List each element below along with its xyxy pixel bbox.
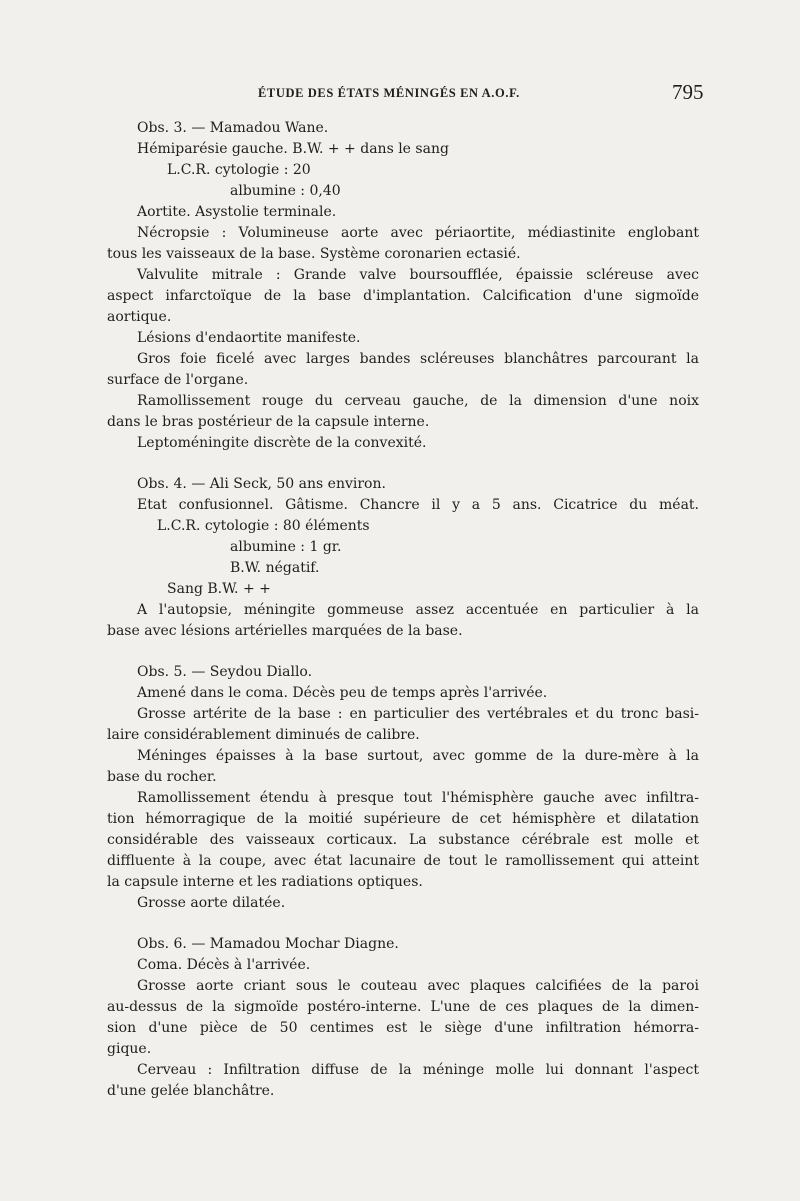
obs3-title: Obs. 3. — Mamadou Wane.: [137, 120, 329, 136]
obs5-line: Ramollissement étendu à presque tout l'hémisphère gauche avec infiltra-: [137, 790, 699, 806]
obs4-line: A l'autopsie, méningite gommeuse assez accentuée en particulier à la: [137, 602, 699, 618]
obs5-line: base du rocher.: [107, 769, 217, 785]
obs4-line: Sang B.W. + +: [167, 581, 271, 597]
obs6-line: Cerveau : Infiltration diffuse de la méninge molle lui donnant l'aspect: [137, 1062, 699, 1078]
obs5-line: Grosse artérite de la base : en particulier des vertébrales et du tronc basi-: [137, 706, 699, 722]
obs6-line: d'une gelée blanchâtre.: [107, 1083, 275, 1099]
obs4-line: L.C.R. cytologie : 80 éléments: [157, 518, 370, 534]
obs5-line: Amené dans le coma. Décès peu de temps après l'arrivée.: [137, 685, 548, 701]
obs5-line: la capsule interne et les radiations optiques.: [107, 874, 423, 890]
obs4-line: Etat confusionnel. Gâtisme. Chancre il y a 5 ans. Cicatrice du méat.: [137, 497, 699, 513]
obs6-line: Coma. Décès à l'arrivée.: [137, 957, 311, 973]
obs3-line: Leptoméningite discrète de la convexité.: [137, 435, 427, 451]
obs3-line: albumine : 0,40: [230, 183, 341, 199]
obs4-line: B.W. négatif.: [230, 560, 320, 576]
obs3-line: aspect infarctoïque de la base d'implantation. Calcification d'une sigmoïde: [107, 288, 699, 304]
obs3-line: L.C.R. cytologie : 20: [167, 162, 311, 178]
body-text: [107, 118, 699, 1102]
obs6-line: gique.: [107, 1041, 152, 1057]
obs5-line: diffluente à la coupe, avec état lacunaire de tout le ramollissement qui atteint: [107, 853, 699, 869]
section-gap: [107, 914, 699, 934]
obs4-title: Obs. 4. — Ali Seck, 50 ans environ.: [137, 476, 386, 492]
obs5-line: Méninges épaisses à la base surtout, avec gomme de la dure-mère à la: [137, 748, 699, 764]
obs3-line: Gros foie ficelé avec larges bandes scléreuses blanchâtres parcourant la: [137, 351, 699, 367]
obs5-line: laire considérablement diminués de calibre.: [107, 727, 420, 743]
obs6-line: Grosse aorte criant sous le couteau avec plaques calcifiées de la paroi: [137, 978, 699, 994]
obs3-line: tous les vaisseaux de la base. Système coronarien ectasié.: [107, 246, 521, 262]
obs4-line: base avec lésions artérielles marquées de la base.: [107, 623, 463, 639]
obs5-title: Obs. 5. — Seydou Diallo.: [137, 664, 313, 680]
obs3-line: Ramollissement rouge du cerveau gauche, de la dimension d'une noix: [137, 393, 699, 409]
obs5-line: Grosse aorte dilatée.: [137, 895, 286, 911]
running-title: ÉTUDE DES ÉTATS MÉNINGÉS EN A.O.F.: [258, 86, 520, 100]
obs3-line: surface de l'organe.: [107, 372, 249, 388]
obs6-title: Obs. 6. — Mamadou Mochar Diagne.: [137, 936, 399, 952]
obs3-line: Nécropsie : Volumineuse aorte avec périaortite, médiastinite englobant: [137, 225, 699, 241]
page-header: [0, 82, 800, 110]
obs6-line: au-dessus de la sigmoïde postéro-interne. L'une de ces plaques de la dimen-: [107, 999, 699, 1015]
obs6-line: sion d'une pièce de 50 centimes est le siège d'une infiltration hémorra-: [107, 1020, 699, 1036]
section-gap: [107, 642, 699, 662]
obs3-line: Lésions d'endaortite manifeste.: [137, 330, 361, 346]
obs3-line: Aortite. Asystolie terminale.: [137, 204, 337, 220]
page-number: 795: [672, 80, 704, 104]
obs4-line: albumine : 1 gr.: [230, 539, 342, 555]
obs5-line: tion hémorragique de la moitié supérieure de cet hémisphère et dilatation: [107, 811, 699, 827]
obs3-line: Hémiparésie gauche. B.W. + + dans le sang: [137, 141, 449, 157]
obs3-line: dans le bras postérieur de la capsule interne.: [107, 414, 430, 430]
section-gap: [107, 454, 699, 474]
obs3-line: aortique.: [107, 309, 172, 325]
obs3-line: Valvulite mitrale : Grande valve boursoufflée, épaissie scléreuse avec: [137, 267, 699, 283]
obs5-line: considérable des vaisseaux corticaux. La substance cérébrale est molle et: [107, 832, 699, 848]
